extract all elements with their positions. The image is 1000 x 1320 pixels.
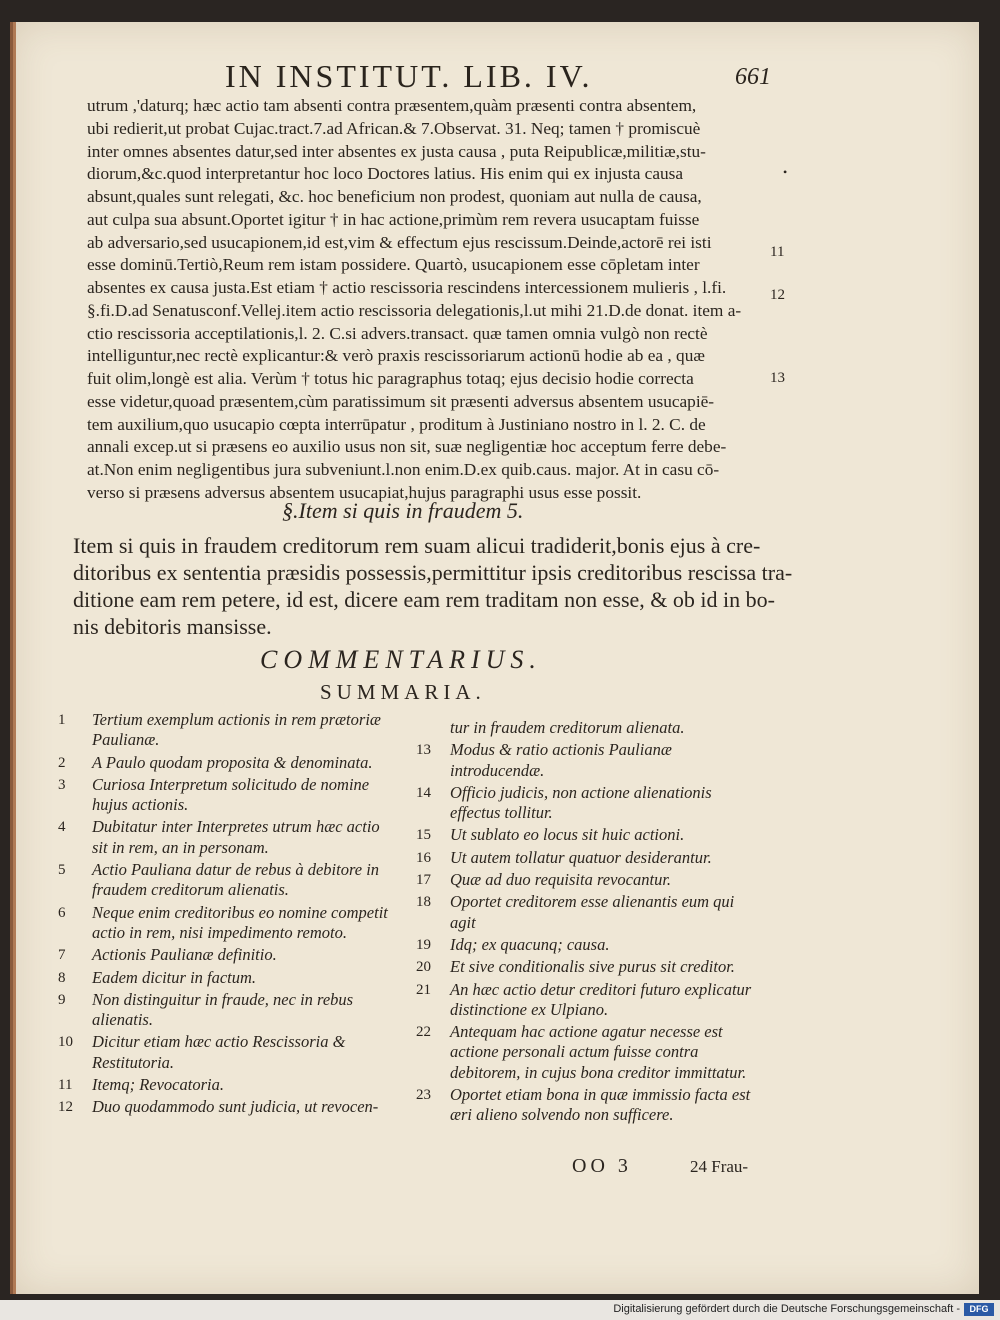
summary-item — [416, 718, 756, 738]
summary-number: 22 — [416, 1024, 431, 1041]
body-line: fuit olim,longè est alia. Verùm † totus hic paragraphus totaq; ejus decisio hodie correcta — [87, 369, 694, 388]
summaria-right-column — [416, 718, 756, 1128]
body-line: ab adversario,sed usucapionem,id est,vim & effectum ejus rescissum.Deinde,actorē rei isti — [87, 232, 712, 252]
body-line: annali excep.ut si præsens eo auxilio usus non sit, suæ negligentiæ hoc acceptum ferre debe- — [87, 437, 727, 457]
summary-text: Ut sublato eo locus sit huic actioni. — [450, 825, 685, 845]
summary-number: 18 — [416, 894, 431, 911]
summary-item — [416, 980, 756, 1021]
summary-text: Modus & ratio actionis Paulianæ introducendæ. — [450, 740, 672, 780]
summary-text: Oportet creditorem esse alienantis eum qui agit — [450, 892, 735, 932]
body-line: ubi redierit,ut probat Cujac.tract.7.ad African.& 7.Observat. 31. Neq; tamen † promiscuè — [87, 118, 701, 138]
summary-text: tur in fraudem creditorum alienata. — [450, 718, 685, 737]
summary-number: 2 — [58, 754, 66, 771]
summary-item — [58, 753, 398, 773]
body-line: §.fi.D.ad Senatusconf.Vellej.item actio rescissoria delegationis,l.ut mihi 21.D.de donat. item a- — [87, 300, 742, 320]
summary-number: 7 — [58, 947, 66, 964]
summary-number: 8 — [58, 969, 66, 986]
summary-item — [416, 957, 756, 977]
signature-mark: OO 3 — [572, 1155, 632, 1177]
commentarius-heading: COMMENTARIUS. — [260, 645, 542, 674]
summary-number: 17 — [416, 872, 431, 889]
institution-line: ditione eam rem petere, id est, dicere eam rem traditam non esse, & ob id in bo- — [73, 587, 775, 612]
summaria-left-column — [58, 710, 398, 1120]
institution-line: Item si quis in fraudem creditorum rem suam alicui tradiderit,bonis ejus à cre- — [73, 533, 761, 558]
body-line: at.Non enim negligentibus jura subveniunt.l.non enim.D.ex quib.caus. major. At in casu cō- — [87, 460, 720, 479]
summary-text: Dicitur etiam hæc actio Rescissoria & Restitutoria. — [92, 1032, 346, 1072]
body-line: absentes ex causa justa.Est etiam † actio rescissoria rescindens intercessionem mulieris , l.fi. — [87, 278, 727, 297]
body-line: aut culpa sua absunt.Oportet igitur † in hac actione,primùm rem revera usucaptam fuisse — [87, 209, 700, 229]
summary-item — [58, 775, 398, 816]
body-line: esse videtur,quoad præsentem,cùm paratissimum sit præsenti adversus absentem usucapiē- — [87, 391, 715, 411]
summary-number: 1 — [58, 712, 66, 728]
summary-text: Tertium exemplum actionis in rem prætoriæ Paulianæ. — [92, 710, 381, 750]
summary-text: Dubitatur inter Interpretes utrum hæc actio sit in rem, an in personam. — [92, 817, 380, 857]
summary-text: Ut autem tollatur quatuor desiderantur. — [450, 847, 712, 867]
summary-text: Antequam hac actione agatur necesse est actione personali actum fuisse contra debitorem, in cujus bona creditor immittatur. — [450, 1022, 747, 1082]
summary-item — [416, 1085, 756, 1126]
margin-number: 12 — [770, 287, 785, 303]
commentary-body — [87, 95, 772, 505]
summary-item — [58, 817, 398, 858]
summary-item — [58, 1032, 398, 1073]
summary-item — [416, 825, 756, 845]
body-line: diorum,&c.quod interpretantur hoc loco Doctores latius. His enim qui ex injusta causa — [87, 164, 684, 184]
summary-number: 3 — [58, 776, 66, 793]
body-line: utrum ,'daturq; hæc actio tam absenti contra præsentem,quàm præsenti contra absentem, — [87, 96, 697, 115]
summary-item — [58, 860, 398, 901]
summary-text: Duo quodammodo sunt judicia, ut revocen- — [92, 1097, 379, 1117]
summary-text: Quæ ad duo requisita revocantur. — [450, 870, 672, 890]
summary-item — [416, 848, 756, 868]
catchword: 24 Frau- — [690, 1157, 749, 1176]
summary-text: Oportet etiam bona in quæ immissio facta est æri alieno solvendo non sufficere. — [450, 1085, 751, 1125]
summary-item — [416, 783, 756, 824]
dfg-logo: DFG — [964, 1303, 994, 1316]
margin-mark: • — [783, 165, 788, 179]
summary-number: 14 — [416, 784, 431, 801]
summary-text: Actionis Paulianæ definitio. — [92, 945, 277, 965]
summary-item — [416, 740, 756, 781]
summary-number: 4 — [58, 819, 66, 836]
summary-number: 12 — [58, 1099, 73, 1116]
body-line: intelliguntur,nec rectè explicantur:& verò praxis rescissoriarum actionū hodie ab ea , quæ — [87, 346, 705, 366]
summary-number: 5 — [58, 862, 66, 879]
summary-number: 16 — [416, 849, 431, 866]
section-heading: §.Item si quis in fraudem 5. — [282, 498, 524, 523]
summary-number: 20 — [416, 959, 431, 976]
summary-text: A Paulo quodam proposita & denominata. — [92, 752, 373, 772]
body-line: inter omnes absentes datur,sed inter absentes ex justa causa , puta Reipublicæ,militiæ,stu- — [87, 141, 706, 161]
summary-item — [416, 892, 756, 933]
summary-text: Itemq; Revocatoria. — [92, 1075, 224, 1095]
summary-item — [58, 710, 398, 751]
funding-credit: Digitalisierung gefördert durch die Deutsche Forschungsgemeinschaft - — [613, 1303, 960, 1315]
page-number: 661 — [735, 64, 771, 90]
summary-item — [58, 990, 398, 1031]
summary-item — [58, 903, 398, 944]
summary-text: An hæc actio detur creditori futuro explicatur distinctione ex Ulpiano. — [450, 979, 752, 1019]
summary-number: 19 — [416, 936, 431, 953]
margin-number: 13 — [770, 370, 785, 386]
body-line: absunt,quales sunt relegati, &c. hoc beneficium non prodest, quoniam aut nulla de causa, — [87, 187, 702, 206]
institution-line: ditoribus ex sententia præsidis possessis,permittitur ipsis creditoribus rescissa tra- — [73, 560, 793, 585]
summary-text: Non distinguitur in fraude, nec in rebus alienatis. — [92, 989, 354, 1030]
summary-text: Et sive conditionalis sive purus sit creditor. — [450, 957, 735, 977]
summary-item — [58, 1097, 398, 1117]
summary-item — [58, 968, 398, 988]
summary-text: Neque enim creditoribus eo nomine competit actio in rem, nisi impedimento remoto. — [92, 902, 388, 942]
summary-number: 6 — [58, 904, 66, 921]
summary-number: 23 — [416, 1087, 431, 1104]
body-line: esse dominū.Tertiò,Reum rem istam possidere. Quartò, usucapionem esse cōpletam inter — [87, 255, 700, 275]
page-edge — [13, 22, 16, 1294]
summary-item — [58, 945, 398, 965]
summary-text: Idq; ex quacunq; causa. — [450, 934, 610, 954]
summary-number: 13 — [416, 742, 431, 759]
institution-text — [73, 532, 793, 640]
summaria-heading: SUMMARIA. — [320, 680, 486, 704]
summary-text: Curiosa Interpretum solicitudo de nomine hujus actionis. — [92, 774, 370, 815]
running-title: IN INSTITUT. LIB. IV. — [225, 58, 593, 94]
summary-text: Eadem dicitur in factum. — [92, 967, 257, 987]
summary-item — [416, 1022, 756, 1083]
summary-item — [58, 1075, 398, 1095]
institution-line: nis debitoris mansisse. — [73, 614, 272, 639]
summary-number: 15 — [416, 827, 431, 844]
body-line: tem auxilium,quo usucapio cœpta interrūpatur , proditum à Justiniano nostro in l. 2. C. de — [87, 414, 706, 434]
summary-item — [416, 870, 756, 890]
margin-number: 11 — [770, 244, 785, 260]
summary-number: 11 — [58, 1077, 73, 1094]
summary-number: 10 — [58, 1034, 73, 1051]
summary-text: Actio Pauliana datur de rebus à debitore in fraudem creditorum alienatis. — [92, 860, 380, 900]
body-line: ctio rescissoria acceptilationis,l. 2. C.si advers.transact. quæ tamen omnia vulgò non rectè — [87, 323, 708, 343]
body-line: verso si præsens adversus absentem usucapiat,hujus paragraphi usus esse possit. — [87, 482, 642, 502]
summary-number: 9 — [58, 991, 66, 1008]
summary-item — [416, 935, 756, 955]
summary-number: 21 — [416, 981, 431, 998]
summary-text: Officio judicis, non actione alienationis effectus tollitur. — [450, 782, 712, 823]
